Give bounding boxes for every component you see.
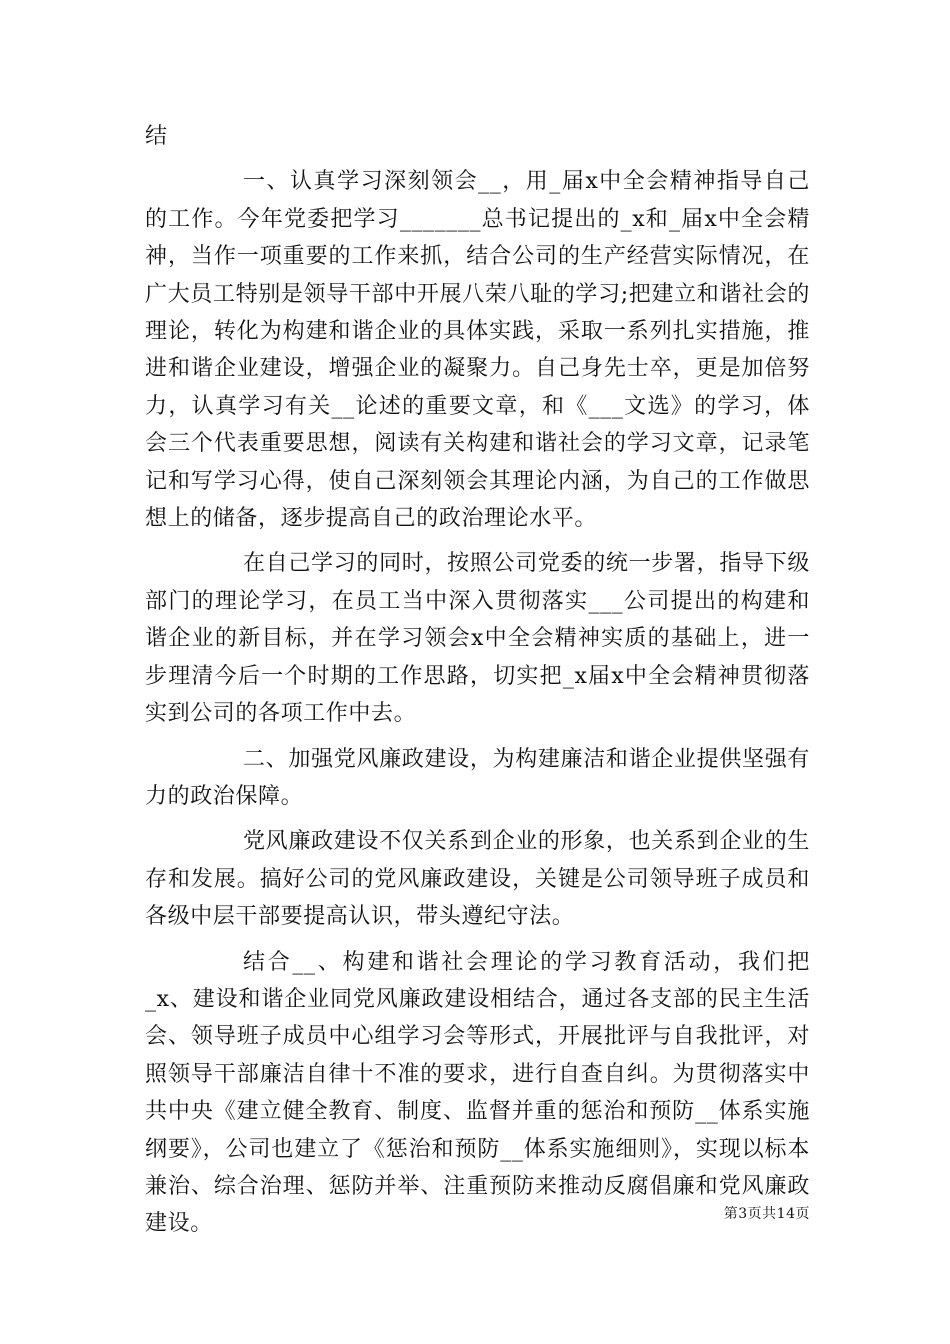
paragraph-continuation: 结 — [145, 124, 168, 149]
paragraph-study-guidance: 在自己学习的同时，按照公司党委的统一步署，指导下级部门的理论学习，在员工当中深入贯彻落实___公司提出的构建和谐企业的新目标，并在学习领会x中全会精神实质的基础上，进一步理清今后一个时期的工作思路，切实把_x届x中全会精神贯彻落实到公司的各项工作中去。 — [145, 551, 810, 727]
paragraph-section-one: 一、认真学习深刻领会__，用_届x中全会精神指导自己的工作。今年党委把学习_______总书记提出的_x和_届x中全会精神，当作一项重要的工作来抓，结合公司的生产经营实际情况，在广大员工特别是领导干部中开展八荣八耻的学习;把建立和谐社会的理论，转化为构建和谐企业的具体实践，采取一系列扎实措施，推进和谐企业建设，增强企业的凝聚力。自己身先士卒，更是加倍努力，认真学习有关__论述的重要文章，和《___文选》的学习，体会三个代表重要思想，阅读有关构建和谐社会的学习文章，记录笔记和写学习心得，使自己深刻领会其理论内涵，为自己的工作做思想上的储备，逐步提高自己的政治理论水平。 — [145, 169, 810, 532]
page-number-footer: 第3页共14页 — [723, 1206, 810, 1222]
paragraph-integrity-measures: 结合__、构建和谐社会理论的学习教育活动，我们把_x、建设和谐企业同党风廉政建设相结合，通过各支部的民主生活会、领导班子成员中心组学习会等形式，开展批评与自我批评，对照领导干部廉洁自律十不准的要求，进行自查自纠。为贯彻落实中共中央《建立健全教育、制度、监督并重的惩治和预防__体系实施纲要》，公司也建立了《惩治和预防__体系实施细则》，实现以标本兼治、综合治理、惩防并举、注重预防来推动反腐倡廉和党风廉政建设。 — [145, 949, 810, 1237]
paragraph-section-two-heading: 二、加强党风廉政建设，为构建廉洁和谐企业提供坚强有力的政治保障。 — [145, 746, 810, 809]
body-text — [145, 118, 810, 1243]
paragraph-integrity-importance: 党风廉政建设不仅关系到企业的形象，也关系到企业的生存和发展。搞好公司的党风廉政建设，关键是公司领导班子成员和各级中层干部要提高认识，带头遵纪守法。 — [145, 829, 810, 930]
